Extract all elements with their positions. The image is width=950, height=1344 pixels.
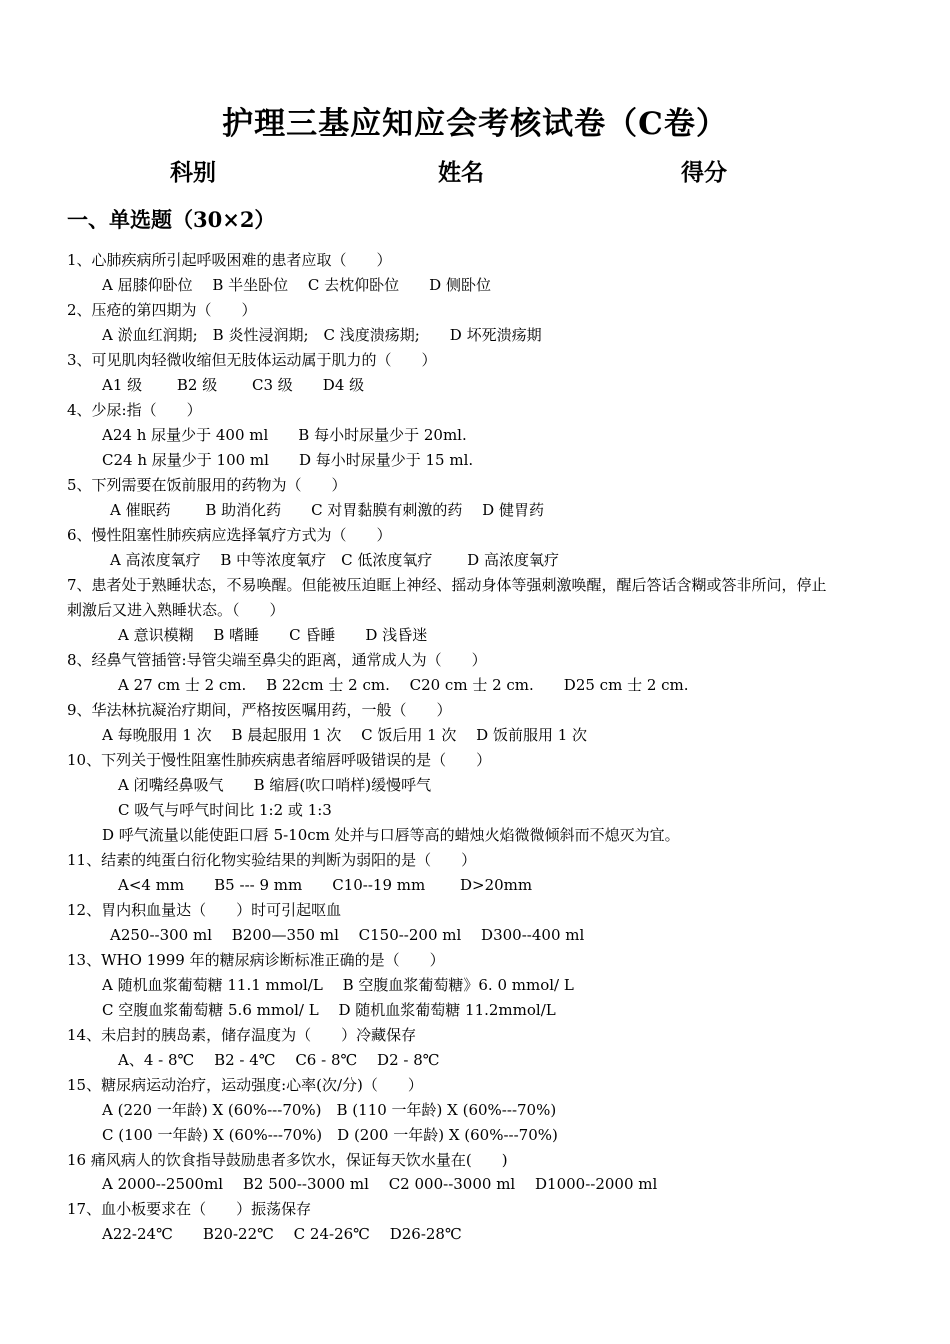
question-15: 15、糖尿病运动治疗，运动强度:心率(次/分)（ ）	[67, 1076, 423, 1094]
question-9-options: A 每晚服用 1 次 B 晨起服用 1 次 C 饭后用 1 次 D 饭前服用 1 次	[102, 726, 588, 744]
question-7-options: A 意识模糊 B 嗜睡 C 昏睡 D 浅昏迷	[118, 626, 428, 644]
question-8: 8、经鼻气管插管:导管尖端至鼻尖的距离，通常成人为（ ）	[67, 651, 487, 669]
question-4-options: C24 h 尿量少于 100 ml D 每小时尿量少于 15 ml.	[102, 451, 474, 469]
question-15-options: A (220 一年龄) X (60%---70%) B (110 一年龄) X (60%---70%)	[102, 1101, 557, 1119]
question-11-options: A<4 mm B5 --- 9 mm C10--19 mm D>20mm	[118, 876, 533, 894]
question-7-cont: 刺激后又进入熟睡状态。（ ）	[67, 601, 285, 619]
question-6-options: A 高浓度氧疗 B 中等浓度氧疗 C 低浓度氧疗 D 高浓度氧疗	[110, 551, 559, 569]
name-label: 姓名	[438, 159, 484, 186]
question-11: 11、结素的纯蛋白衍化物实验结果的判断为弱阳的是（ ）	[67, 851, 477, 869]
question-1-options: A 屈膝仰卧位 B 半坐卧位 C 去枕仰卧位 D 侧卧位	[102, 276, 491, 294]
question-2: 2、压疮的第四期为（ ）	[67, 301, 257, 319]
question-17: 17、血小板要求在（ ）振荡保存	[67, 1200, 312, 1218]
question-4-options: A24 h 尿量少于 400 ml B 每小时尿量少于 20ml.	[102, 426, 467, 444]
question-13-options: A 随机血浆葡萄糖 11.1 mmol/L B 空腹血浆葡萄糖》6. 0 mmol/ L	[102, 976, 574, 994]
question-10-options: A 闭嘴经鼻吸气 B 缩唇(吹口哨样)缓慢呼气	[118, 776, 432, 794]
question-5-options: A 催眠药 B 助消化药 C 对胃黏膜有刺激的药 D 健胃药	[110, 501, 544, 519]
question-15-options: C (100 一年龄) X (60%---70%) D (200 一年龄) X (60%---70%)	[102, 1126, 558, 1144]
question-3: 3、可见肌肉轻微收缩但无肢体运动属于肌力的（ ）	[67, 351, 437, 369]
question-8-options: A 27 cm 士 2 cm. B 22cm 士 2 cm. C20 cm 士 2 cm. D25 cm 士 2 cm.	[118, 676, 689, 694]
question-13-options: C 空腹血浆葡萄糖 5.6 mmol/ L D 随机血浆葡萄糖 11.2mmol/L	[102, 1001, 556, 1019]
exam-title: 护理三基应知应会考核试卷（C卷）	[222, 106, 728, 142]
question-16: 16 痛风病人的饮食指导鼓励患者多饮水，保证每天饮水量在( )	[67, 1151, 508, 1169]
question-1: 1、心肺疾病所引起呼吸困难的患者应取（ ）	[67, 251, 392, 269]
question-2-options: A 淤血红润期; B 炎性浸润期; C 浅度溃疡期; D 坏死溃疡期	[102, 326, 542, 344]
question-10-options: C 吸气与呼气时间比 1:2 或 1:3	[118, 801, 332, 819]
question-12-options: A250--300 ml B200—350 ml C150--200 ml D300--400 ml	[110, 926, 585, 944]
question-12: 12、胃内积血量达（ ）时可引起呕血	[67, 901, 342, 919]
question-10-options: D 呼气流量以能使距口唇 5-10cm 处并与口唇等高的蜡烛火焰微微倾斜而不熄灭为宜。	[102, 826, 680, 844]
department-label: 科别	[170, 159, 216, 186]
question-4: 4、少尿:指（ ）	[67, 401, 202, 419]
question-16-options: A 2000--2500ml B2 500--3000 ml C2 000--3000 ml D1000--2000 ml	[102, 1175, 658, 1193]
question-6: 6、慢性阻塞性肺疾病应选择氧疗方式为（ ）	[67, 526, 392, 544]
question-3-options: A1 级 B2 级 C3 级 D4 级	[102, 376, 365, 394]
question-13: 13、WHO 1999 年的糖尿病诊断标准正确的是（ ）	[67, 951, 445, 969]
question-5: 5、下列需要在饭前服用的药物为（ ）	[67, 476, 347, 494]
question-17-options: A22-24℃ B20-22℃ C 24-26℃ D26-28℃	[102, 1225, 462, 1243]
score-label: 得分	[681, 159, 727, 186]
question-9: 9、华法林抗凝治疗期间，严格按医嘱用药，一般（ ）	[67, 701, 452, 719]
question-14: 14、未启封的胰岛素，储存温度为（ ）冷藏保存	[67, 1026, 417, 1044]
question-14-options: A、4 - 8℃ B2 - 4℃ C6 - 8℃ D2 - 8℃	[118, 1051, 440, 1069]
section-title: 一、单选题（30×2）	[67, 207, 276, 232]
question-7: 7、患者处于熟睡状态，不易唤醒。但能被压迫眶上神经、摇动身体等强刺激唤醒，醒后答话含糊或答非所问，停止	[67, 576, 827, 594]
question-10: 10、下列关于慢性阻塞性肺疾病患者缩唇呼吸错误的是（ ）	[67, 751, 492, 769]
